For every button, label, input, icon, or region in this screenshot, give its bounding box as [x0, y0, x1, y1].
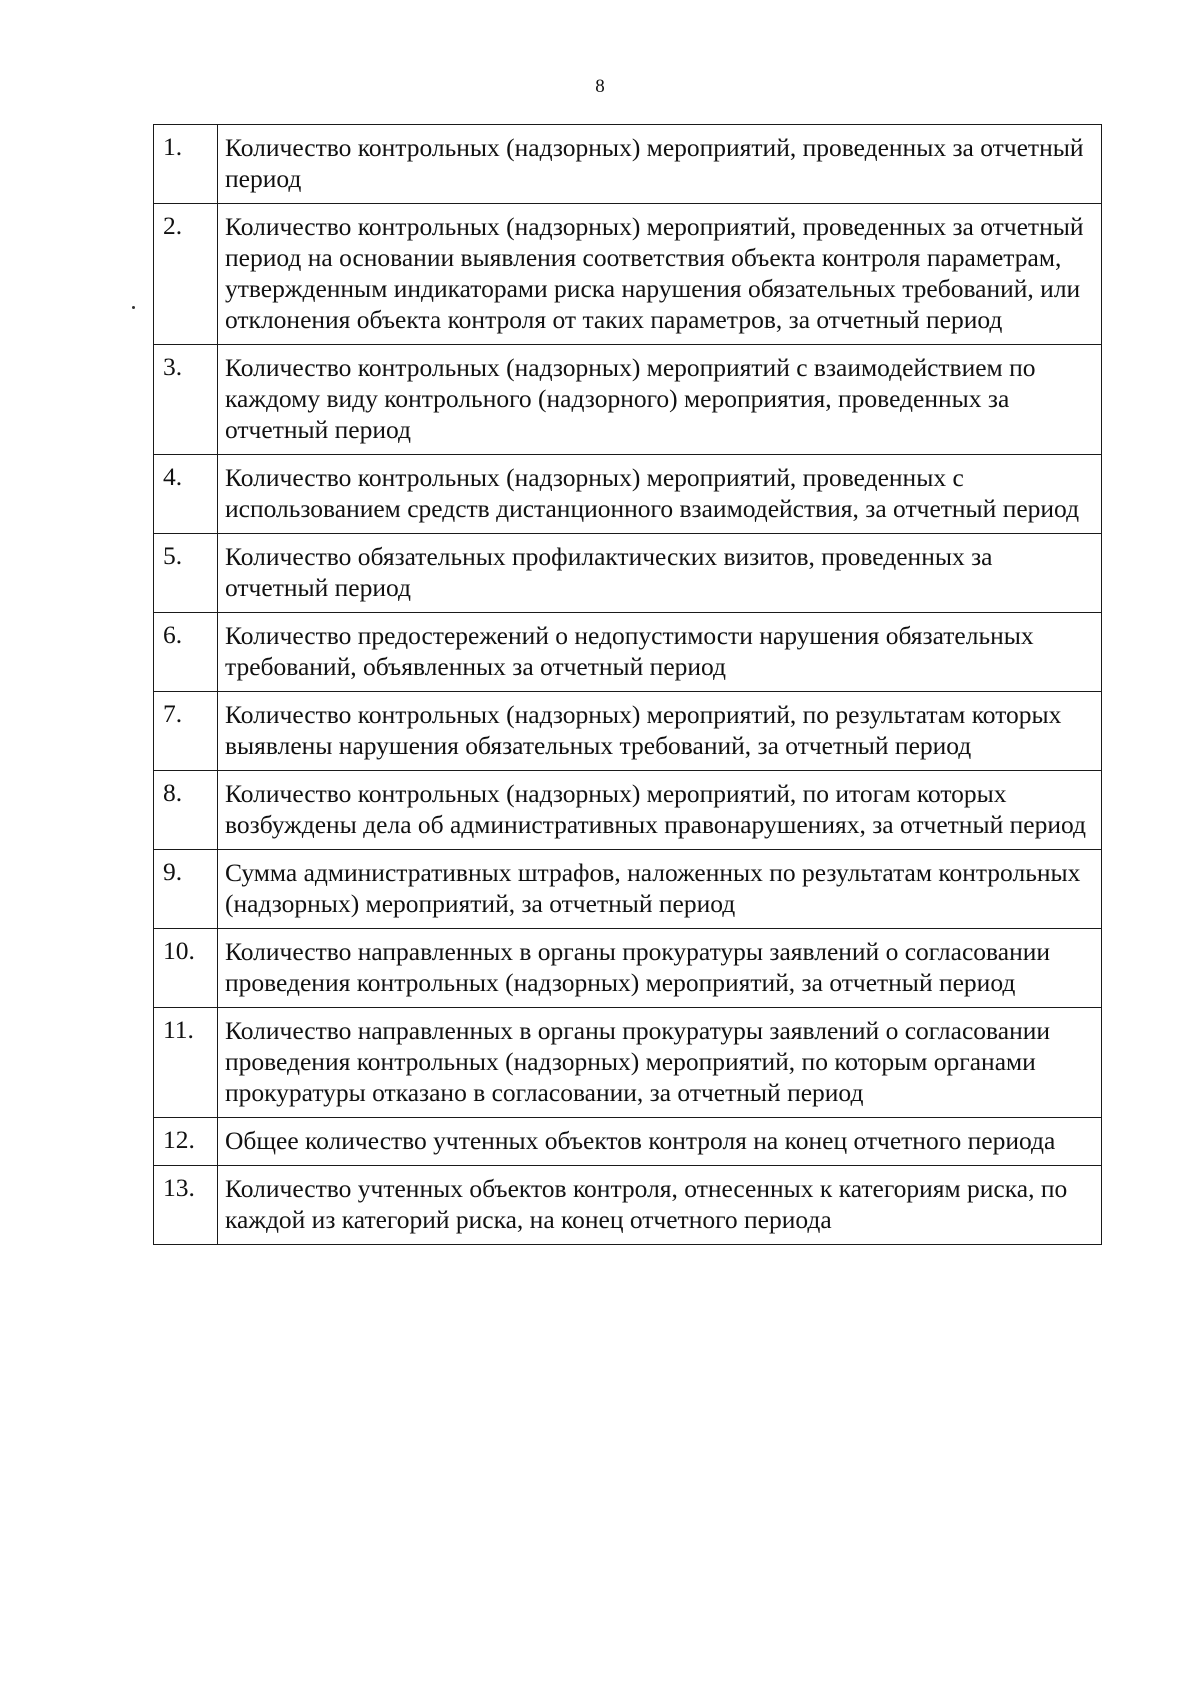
indicator-description: Общее количество учтенных объектов контроля на конец отчетного периода	[218, 1118, 1102, 1166]
row-number: 5.	[154, 534, 218, 613]
row-number: 10.	[154, 929, 218, 1008]
row-number: 4.	[154, 455, 218, 534]
indicator-description: Количество контрольных (надзорных) мероприятий, по итогам которых возбуждены дела об административных правонарушениях, за отчетный период	[218, 771, 1102, 850]
row-number: 2.	[154, 204, 218, 345]
table-row	[154, 771, 1102, 850]
row-number: 6.	[154, 613, 218, 692]
table-row	[154, 455, 1102, 534]
indicator-description: Количество направленных в органы прокуратуры заявлений о согласовании проведения контрольных (надзорных) мероприятий, по которым органами прокуратуры отказано в согласовании, за отчетный период	[218, 1008, 1102, 1118]
indicator-description: Количество обязательных профилактических визитов, проведенных за отчетный период	[218, 534, 1102, 613]
row-number: 1.	[154, 125, 218, 204]
indicator-description: Количество предостережений о недопустимости нарушения обязательных требований, объявленных за отчетный период	[218, 613, 1102, 692]
table-row	[154, 345, 1102, 455]
indicator-description: Количество контрольных (надзорных) мероприятий, проведенных с использованием средств дистанционного взаимодействия, за отчетный период	[218, 455, 1102, 534]
table-row	[154, 850, 1102, 929]
table-row	[154, 929, 1102, 1008]
table-row	[154, 204, 1102, 345]
row-number: 7.	[154, 692, 218, 771]
table-row	[154, 534, 1102, 613]
indicators-table	[153, 124, 1102, 1245]
row-number: 3.	[154, 345, 218, 455]
table-row	[154, 1118, 1102, 1166]
row-number: 9.	[154, 850, 218, 929]
page-number: 8	[595, 76, 605, 97]
indicator-description: Количество контрольных (надзорных) мероприятий, по результатам которых выявлены нарушения обязательных требований, за отчетный период	[218, 692, 1102, 771]
indicator-description: Количество учтенных объектов контроля, отнесенных к категориям риска, по каждой из категорий риска, на конец отчетного периода	[218, 1166, 1102, 1245]
table-row	[154, 692, 1102, 771]
table-row	[154, 1166, 1102, 1245]
scan-dot	[132, 306, 135, 309]
table-row	[154, 613, 1102, 692]
indicator-description: Количество контрольных (надзорных) мероприятий, проведенных за отчетный период на основании выявления соответствия объекта контроля параметрам, утвержденным индикаторами риска нарушения обязательных требований, или отклонения объекта контроля от таких параметров, за отчетный период	[218, 204, 1102, 345]
row-number: 11.	[154, 1008, 218, 1118]
row-number: 8.	[154, 771, 218, 850]
indicator-description: Количество направленных в органы прокуратуры заявлений о согласовании проведения контрольных (надзорных) мероприятий, за отчетный период	[218, 929, 1102, 1008]
indicators-table-body	[154, 125, 1102, 1245]
row-number: 13.	[154, 1166, 218, 1245]
indicator-description: Сумма административных штрафов, наложенных по результатам контрольных (надзорных) мероприятий, за отчетный период	[218, 850, 1102, 929]
table-row	[154, 1008, 1102, 1118]
indicator-description: Количество контрольных (надзорных) мероприятий с взаимодействием по каждому виду контрольного (надзорного) мероприятия, проведенных за отчетный период	[218, 345, 1102, 455]
indicator-description: Количество контрольных (надзорных) мероприятий, проведенных за отчетный период	[218, 125, 1102, 204]
row-number: 12.	[154, 1118, 218, 1166]
table-row	[154, 125, 1102, 204]
